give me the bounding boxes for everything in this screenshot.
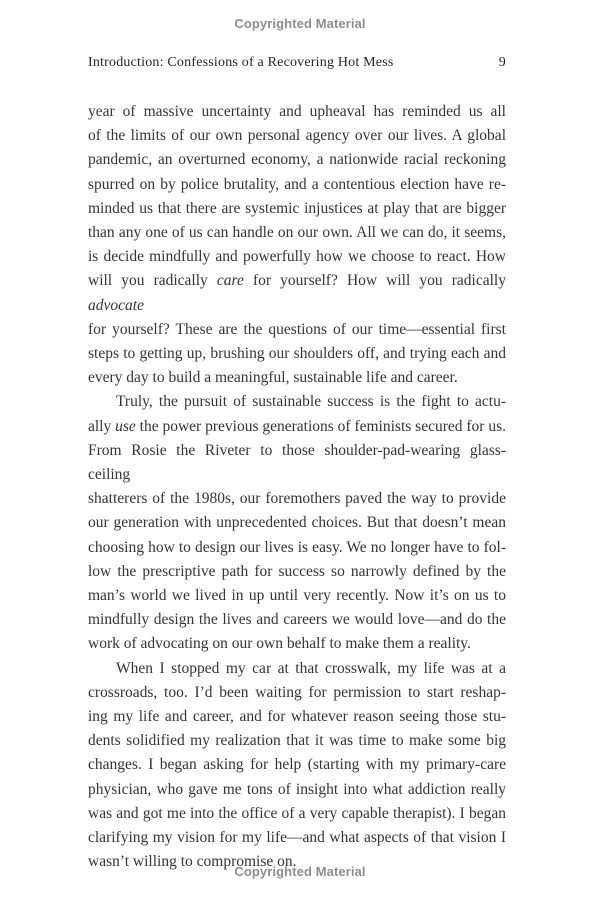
body-text [88,100,506,875]
text-line: was and got me into the office of a very capable therapist). I began [88,804,506,822]
text-line: will you radically care for yourself? How will you radically advocate [88,272,506,314]
text-line: year of massive uncertainty and upheaval has reminded us all [88,103,506,120]
page-header [88,55,506,71]
page-number: 9 [498,55,506,70]
text-line: is decide mindfully and powerfully how we choose to react. How [88,248,506,266]
text-line: dents solidified my realization that it was time to make some big [88,732,506,750]
text-line: ally use the power previous generations of feminists secured for us. [88,417,506,435]
text-line: work of advocating on our own behalf to make them a reality. [88,635,471,653]
text-line: low the prescriptive path for success so narrowly defined by the [88,562,506,580]
text-line: When I stopped my car at that crosswalk, my life was at a [116,659,506,677]
text-line: steps to getting up, brushing our shoulders off, and trying each and [88,345,506,363]
text-line: physician, who gave me tons of insight into what addiction really [88,780,506,798]
text-line: From Rosie the Riveter to those shoulder-pad-wearing glass-ceiling [88,441,506,484]
text-line: Truly, the pursuit of sustainable success is the fight to actu- [116,393,506,411]
text-line: every day to build a meaningful, sustainable life and career. [88,369,458,387]
text-line: man’s world we lived in up until very recently. Now it’s on us to [88,587,506,605]
text-line: crossroads, too. I’d been waiting for permission to start reshap- [88,683,506,701]
text-line: for yourself? These are the questions of our time—essential first [88,320,506,338]
chapter-title: Introduction: Confessions of a Recovering Hot Mess [88,55,394,70]
text-line: ing my life and career, and for whatever reason seeing those stu- [88,708,506,726]
text-line: wasn’t willing to compromise on. [88,853,297,871]
copyright-notice-bottom: Copyrighted Material [234,864,366,879]
text-line: changes. I began asking for help (starting with my primary-care [88,756,506,774]
text-line: clarifying my vision for my life—and what aspects of that vision I [88,829,506,847]
text-line: shatterers of the 1980s, our foremothers paved the way to provide [88,490,506,508]
text-line: minded us that there are systemic injustices at play that are bigger [88,199,506,217]
text-line: than any one of us can handle on our own. All we can do, it seems, [88,224,506,242]
text-line: spurred on by police brutality, and a contentious election have re- [88,175,506,193]
copyright-notice-top: Copyrighted Material [234,16,366,31]
text-line: our generation with unprecedented choices. But that doesn’t mean [88,514,506,532]
text-line: pandemic, an overturned economy, a nationwide racial reckoning [88,151,506,169]
text-line: of the limits of our own personal agency over our lives. A global [88,127,506,145]
text-line: choosing how to design our lives is easy. We no longer have to fol- [88,538,506,556]
text-line: mindfully design the lives and careers we would love—and do the [88,611,506,629]
